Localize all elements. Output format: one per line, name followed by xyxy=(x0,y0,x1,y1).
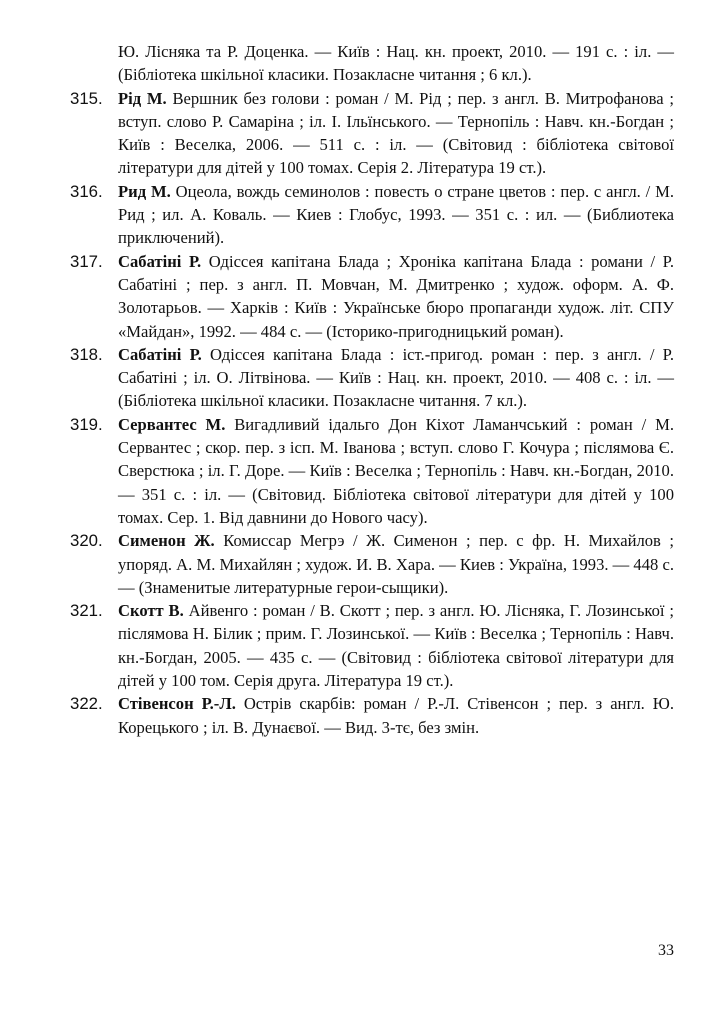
entry-number: 315. xyxy=(70,88,103,108)
entry-author: Сервантес М. xyxy=(118,414,226,434)
entry-body: Вигадливий ідальго Дон Кіхот Ламанчський : роман / М. Сервантес ; скор. пер. з ісп. М. Іванова ; вступ. слово Г. Кочура ; післямова Є. Сверстюка ; іл. Г. Доре. — Київ : Веселка ; Тернопіль : Навч. кн.-Богдан, 2010. — 351 с. : іл. — (Світовид. Бібліотека світової літератури для дітей у 100 томах. Сер. 1. Від давнини до Нового часу). xyxy=(118,414,674,527)
entry-body: Айвенго : роман / В. Скотт ; пер. з англ. Ю. Лісняка, Г. Лозинської ; післямова Н. Білик ; прим. Г. Лозинської. — Київ : Веселка ; Тернопіль : Навч. кн.-Богдан, 2005. — 435 с. — (Світовид : бібліотека світової літератури для дітей у 100 том. Серія друга. Література 19 ст.). xyxy=(118,601,675,691)
entry-author: Сименон Ж. xyxy=(118,531,215,551)
entry-number: 318. xyxy=(70,344,103,364)
entry-body: Острів скарбів: роман / Р.-Л. Стівенсон ; пер. з англ. Ю. Корецького ; іл. В. Дунаєвої. — Вид. 3-тє, без змін. xyxy=(118,694,674,737)
entry-number: 322. xyxy=(70,694,103,714)
entry-body: Комиссар Мегрэ / Ж. Сименон ; пер. с фр. Н. Михайлов ; упоряд. А. М. Михайлян ; худож. И. В. Хара. — Киев : Україна, 1993. — 448 с. — (Знаменитые литературные герои-сыщики). xyxy=(118,531,674,597)
entry-author: Рід М. xyxy=(118,88,167,108)
bibliography-entry xyxy=(70,529,674,599)
entry-author: Сабатіні Р. xyxy=(118,344,202,364)
entry-number: 320. xyxy=(70,531,103,551)
bibliography-entry xyxy=(70,180,674,250)
bibliography-entry xyxy=(70,692,674,739)
bibliography-entry xyxy=(70,413,674,529)
entry-body: Одіссея капітана Блада : іст.-пригод. роман : пер. з англ. / Р. Сабатіні ; іл. О. Літвінова. — Київ : Нац. кн. проект, 2010. — 408 с. : іл. — (Бібліотека шкільної класики. Позакласне читання. 7 кл.). xyxy=(118,344,674,411)
entry-body: Оцеола, вождь семинолов : повесть о стране цветов : пер. с англ. / М. Рид ; ил. А. Коваль. — Киев : Глобус, 1993. — 351 с. : ил. — (Библиотека приключений). xyxy=(118,181,675,248)
bibliography-entry xyxy=(70,250,674,343)
bibliography-entry xyxy=(70,343,674,413)
continuation-paragraph: Ю. Лісняка та Р. Доценка. — Київ : Нац. кн. проект, 2010. — 191 с. : іл. — (Бібліотека шкільної класики. Позакласне читання ; 6 кл.). xyxy=(118,42,674,85)
entry-body: Одіссея капітана Блада ; Хроніка капітана Блада : романи / Р. Сабатіні ; пер. з англ. П. Мовчан, М. Дмитренко ; худож. оформ. А. Ф. Золотарьов. — Харків : Київ : Українське бюро пропаганди худож. літ. СПУ «Майдан», 1992. — 484 с. — (Історико-пригодницький роман). xyxy=(118,251,674,341)
bibliography-list xyxy=(70,40,674,739)
entry-body: Вершник без голови : роман / М. Рід ; пер. з англ. В. Митрофанова ; вступ. слово Р. Самаріна ; іл. І. Ільїнського. — Тернопіль : Навч. кн.-Богдан ; Київ : Веселка, 2006. — 511 с. : іл. — (Світовид : бібліотека світової літератури для дітей у 100 томах. Серія 2. Література 19 ст.). xyxy=(118,88,674,178)
page-number: 33 xyxy=(658,942,674,959)
entry-author: Рид М. xyxy=(118,181,171,201)
bibliography-entry xyxy=(70,599,674,692)
bibliography-entry xyxy=(70,87,674,180)
entry-author: Скотт В. xyxy=(118,601,184,621)
entry-number: 317. xyxy=(70,251,103,271)
entry-author: Сабатіні Р. xyxy=(118,251,202,271)
entry-number: 319. xyxy=(70,414,103,434)
entry-number: 321. xyxy=(70,601,103,621)
entry-number: 316. xyxy=(70,181,103,201)
entry-author: Стівенсон Р.-Л. xyxy=(118,694,236,714)
